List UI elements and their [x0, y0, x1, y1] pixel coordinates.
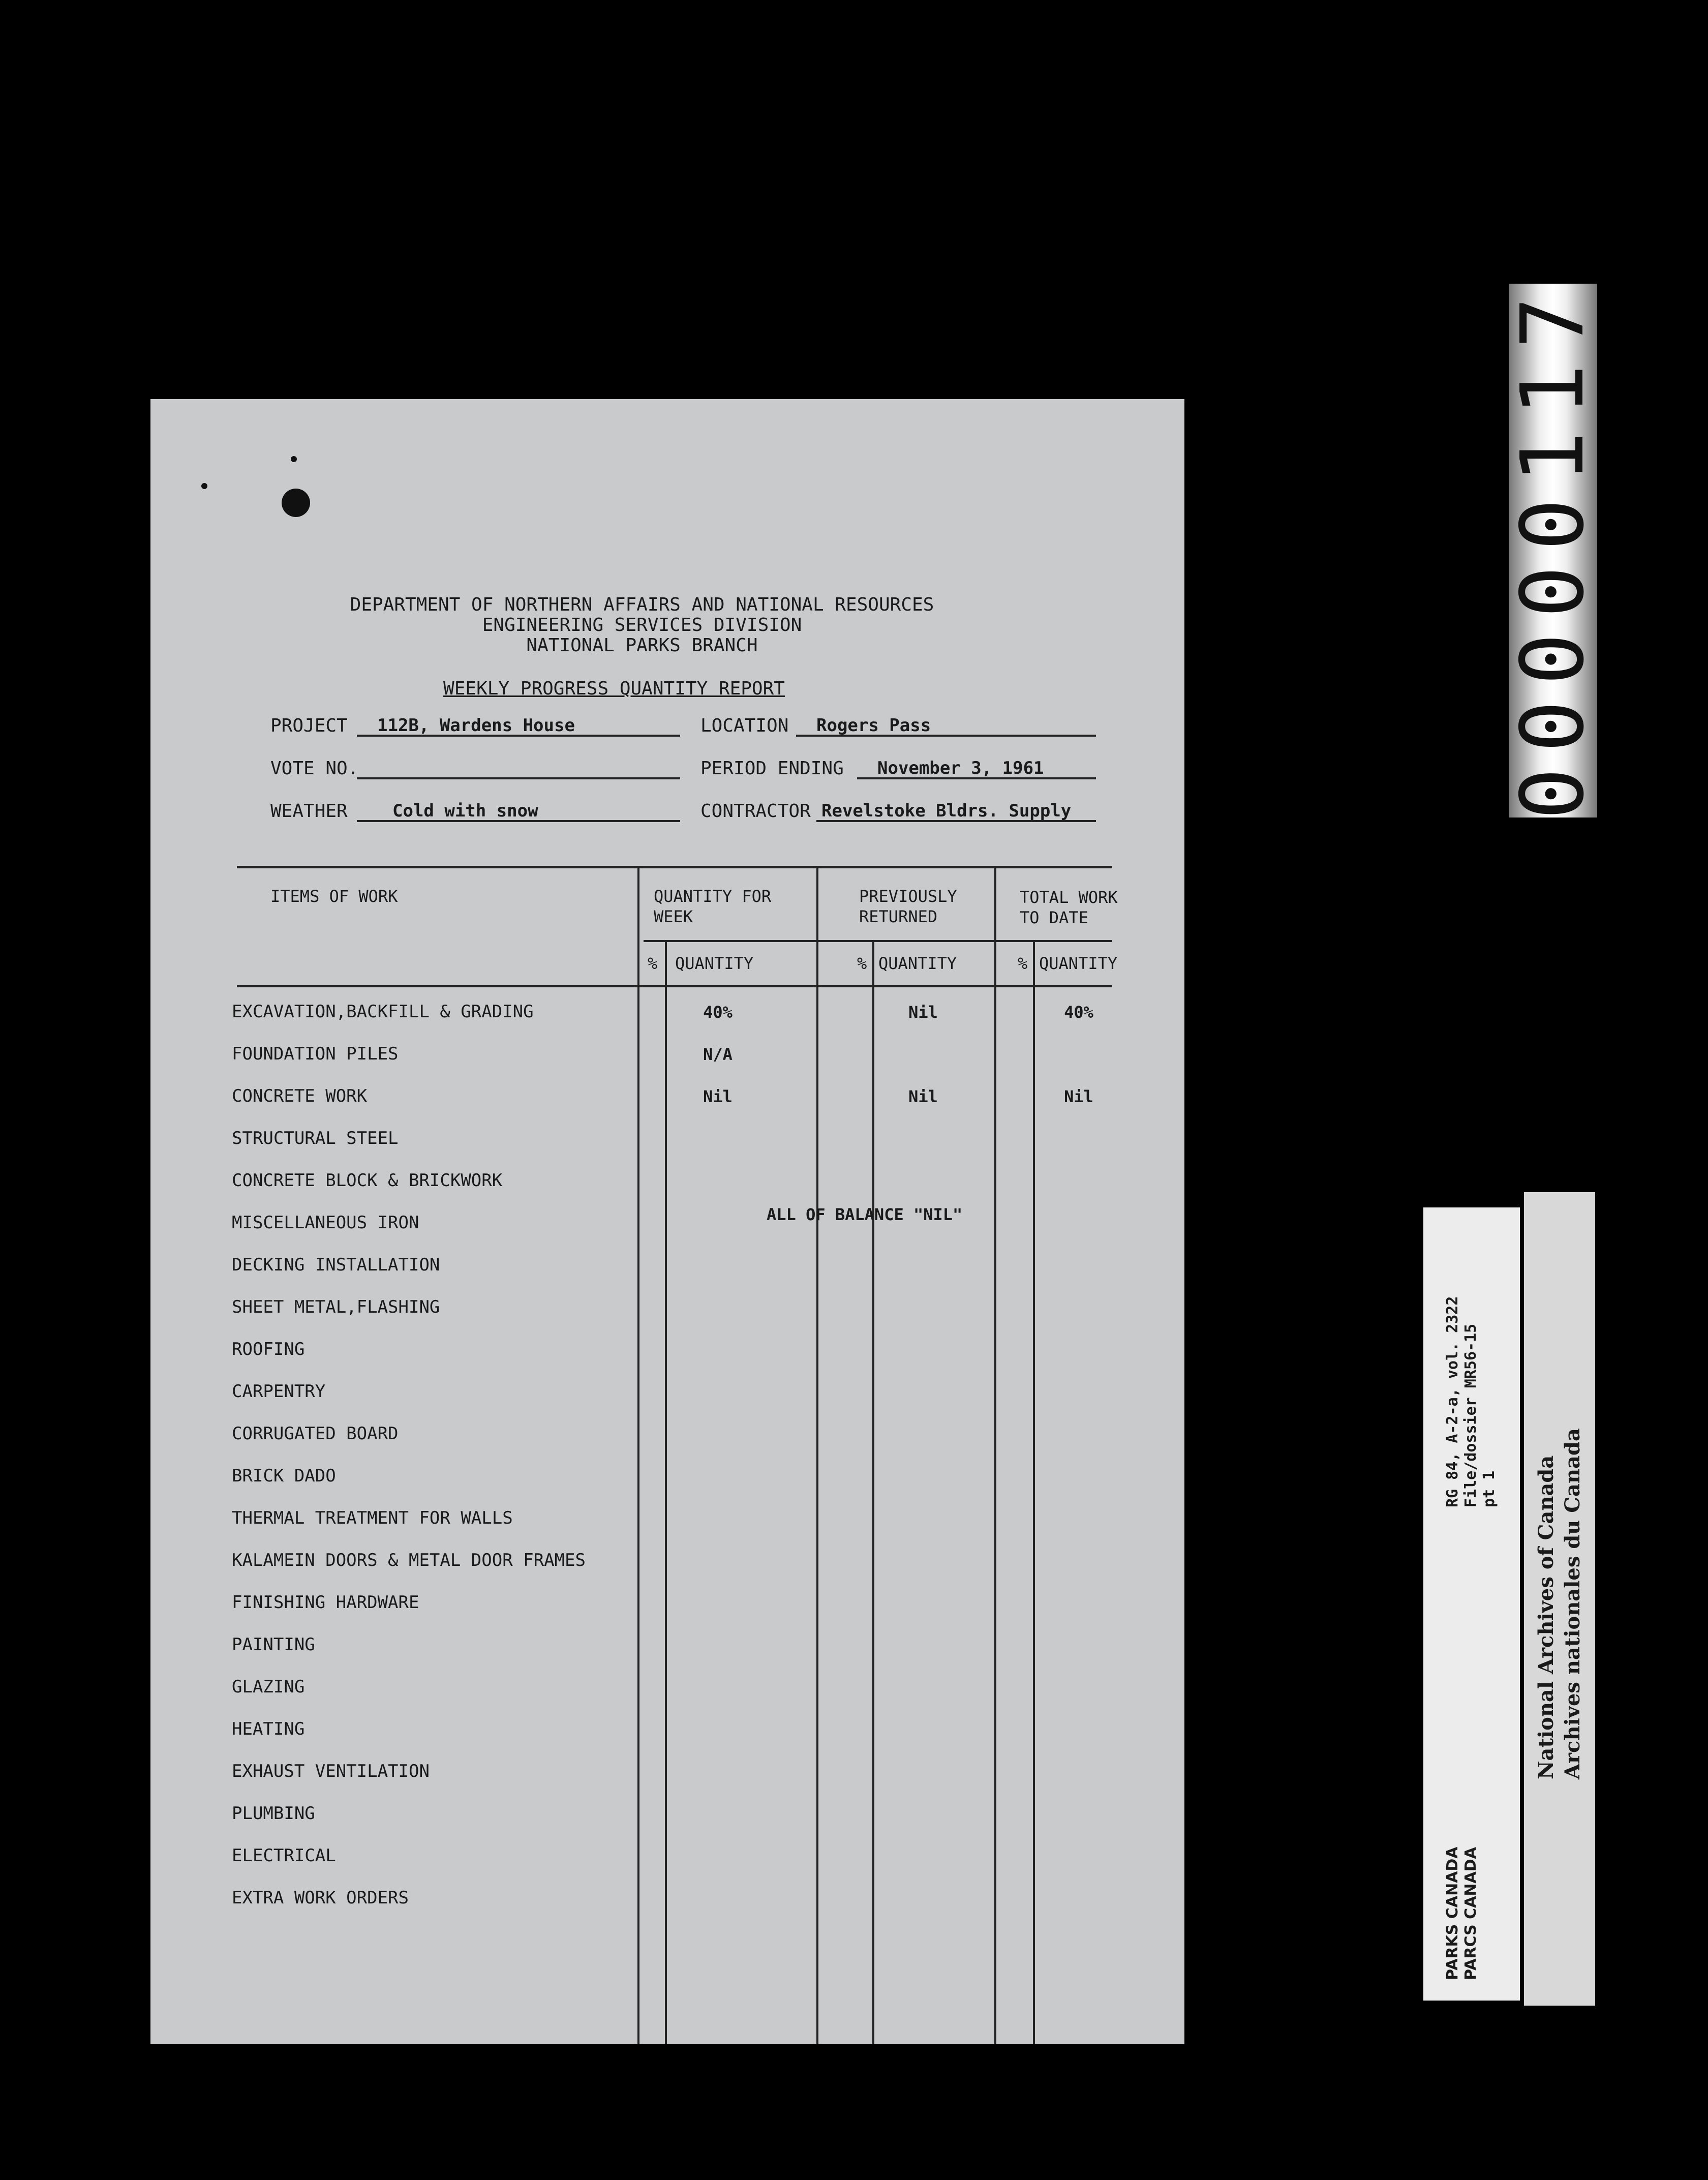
archive-ref-line1: RG 84, A-2-a, vol. 2322	[1444, 1296, 1461, 1507]
subheader-rule	[644, 940, 1112, 942]
division-title: ENGINEERING SERVICES DIVISION	[482, 615, 802, 635]
work-item: EXHAUST VENTILATION	[232, 1761, 430, 1781]
excavation-prev-qty: Nil	[908, 1003, 938, 1022]
piles-week-qty: N/A	[703, 1045, 733, 1064]
work-item: CARPENTRY	[232, 1381, 326, 1402]
work-item: FOUNDATION PILES	[232, 1044, 399, 1064]
work-item: CORRUGATED BOARD	[232, 1424, 399, 1444]
excavation-week-qty: 40%	[703, 1003, 733, 1022]
national-archives-en: National Archives of Canada	[1534, 1455, 1558, 1779]
vote-label: VOTE NO.	[270, 758, 359, 779]
col-divider	[665, 940, 667, 2044]
work-item: KALAMEIN DOORS & METAL DOOR FRAMES	[232, 1550, 586, 1570]
concrete-total-qty: Nil	[1064, 1087, 1093, 1106]
qty-header: QUANTITY	[878, 954, 957, 973]
speck	[201, 483, 207, 489]
concrete-week-qty: Nil	[703, 1087, 733, 1106]
work-item: ELECTRICAL	[232, 1845, 336, 1866]
work-item: BRICK DADO	[232, 1466, 336, 1486]
col-divider	[816, 866, 818, 2044]
work-item: FINISHING HARDWARE	[232, 1592, 419, 1613]
col-header-prev-2: RETURNED	[859, 907, 938, 926]
project-label: PROJECT	[270, 715, 348, 736]
work-item: SHEET METAL,FLASHING	[232, 1297, 440, 1317]
table-top-rule	[237, 866, 1112, 868]
work-item: PLUMBING	[232, 1803, 315, 1824]
pct-header: %	[648, 954, 658, 973]
archive-reference-card	[1423, 1207, 1520, 2001]
punch-hole	[282, 489, 310, 517]
work-item: THERMAL TREATMENT FOR WALLS	[232, 1508, 513, 1528]
col-header-week-2: WEEK	[654, 907, 693, 926]
pct-header: %	[857, 954, 867, 973]
col-header-total-1: TOTAL WORK	[1020, 888, 1118, 907]
header-bottom-rule	[237, 985, 1112, 987]
period-value: November 3, 1961	[857, 757, 1096, 779]
balance-note: ALL OF BALANCE "NIL"	[767, 1205, 963, 1224]
period-label: PERIOD ENDING	[700, 758, 844, 779]
national-archives-card	[1524, 1192, 1595, 2006]
col-divider	[994, 866, 996, 2044]
parks-canada-en: PARKS CANADA	[1444, 1846, 1461, 1980]
work-item: MISCELLANEOUS IRON	[232, 1213, 419, 1233]
film-frame-strip	[1503, 281, 1603, 820]
work-item: EXTRA WORK ORDERS	[232, 1888, 409, 1908]
vote-value	[357, 757, 680, 779]
col-header-total-2: TO DATE	[1020, 908, 1088, 927]
excavation-total-qty: 40%	[1064, 1003, 1093, 1022]
location-value: Rogers Pass	[796, 714, 1096, 737]
contractor-value: Revelstoke Bldrs. Supply	[816, 800, 1096, 822]
contractor-label: CONTRACTOR	[700, 801, 811, 822]
work-item: ROOFING	[232, 1339, 305, 1359]
qty-header: QUANTITY	[1039, 954, 1118, 973]
department-title: DEPARTMENT OF NORTHERN AFFAIRS AND NATIONAL RESOURCES	[350, 594, 934, 615]
work-item: CONCRETE WORK	[232, 1086, 368, 1106]
col-divider	[637, 866, 639, 2044]
project-value: 112B, Wardens House	[357, 714, 680, 737]
report-title: WEEKLY PROGRESS QUANTITY REPORT	[443, 678, 785, 699]
work-item: PAINTING	[232, 1634, 315, 1655]
col-header-week-1: QUANTITY FOR	[654, 887, 772, 906]
concrete-prev-qty: Nil	[908, 1087, 938, 1106]
col-header-items: ITEMS OF WORK	[270, 887, 398, 906]
weather-label: WEATHER	[270, 801, 348, 822]
work-item: CONCRETE BLOCK & BRICKWORK	[232, 1170, 503, 1191]
document-sheet	[150, 399, 1184, 2044]
col-header-prev-1: PREVIOUSLY	[859, 887, 957, 906]
pct-header: %	[1018, 954, 1028, 973]
branch-title: NATIONAL PARKS BRANCH	[526, 635, 758, 656]
col-divider	[872, 940, 874, 2044]
location-label: LOCATION	[700, 715, 789, 736]
archive-ref-line3: pt 1	[1480, 1470, 1498, 1507]
work-item: EXCAVATION,BACKFILL & GRADING	[232, 1002, 534, 1022]
qty-header: QUANTITY	[675, 954, 754, 973]
work-item: GLAZING	[232, 1677, 305, 1697]
weather-value: Cold with snow	[357, 800, 680, 822]
work-item: DECKING INSTALLATION	[232, 1255, 440, 1275]
archive-ref-line2: File/dossier MR56-15	[1462, 1323, 1480, 1507]
parks-canada-fr: PARCS CANADA	[1462, 1847, 1480, 1980]
film-frame-number: 00000117	[1503, 281, 1603, 820]
speck	[291, 456, 297, 462]
national-archives-fr: Archives nationales du Canada	[1561, 1428, 1584, 1779]
work-item: STRUCTURAL STEEL	[232, 1128, 399, 1148]
work-item: HEATING	[232, 1719, 305, 1739]
